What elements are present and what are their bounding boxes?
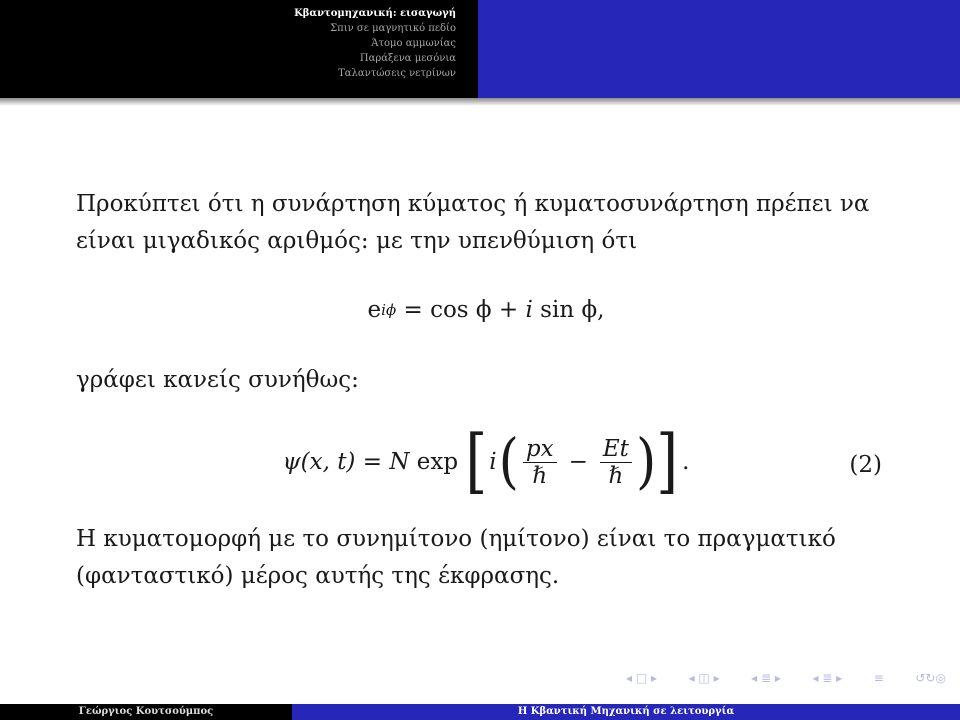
- nav-search-back-icon[interactable]: ↺↻◎: [915, 671, 946, 685]
- eq1-rhs-part2: sin ϕ,: [532, 296, 605, 323]
- plane-wave-equation: [76, 420, 896, 502]
- header-blue-panel: [478, 0, 960, 98]
- eq2-right-bracket: ]: [656, 420, 679, 502]
- paragraph-wavefunction-complex: Προκύπτει ότι η συνάρτηση κύματος ή κυματοσυνάρτηση πρέπει να είναι μιγαδικός αριθμός: με την υπενθύμιση ότι: [76, 191, 870, 254]
- eq2-frac2-den: ℏ: [608, 462, 624, 489]
- nav-frame-icon[interactable]: ◂ □ ▸: [626, 671, 658, 685]
- eq2-frac1-den: ℏ: [532, 462, 548, 489]
- eq2-norm: N: [389, 448, 410, 475]
- footer-author: Γεώργιος Κουτσούμπος: [0, 704, 292, 720]
- eq1-rhs-i: i: [525, 296, 533, 323]
- eq2-args: (x, t): [300, 448, 356, 475]
- nav-section-intro[interactable]: Κβαντομηχανική: εισαγωγή: [294, 8, 456, 19]
- eq2-frac2-num: Et: [600, 436, 632, 463]
- eq2-minus: −: [568, 448, 588, 475]
- eq2-eq-sign: =: [355, 448, 390, 475]
- eq1-exponent: iϕ: [381, 300, 397, 319]
- nav-subsection-icon[interactable]: ◂ ◫ ▸: [688, 671, 720, 685]
- eq2-imag-unit: i: [489, 448, 497, 475]
- eq2-exp: exp: [409, 448, 466, 475]
- euler-formula: [76, 290, 896, 330]
- eq2-right-paren: ): [635, 427, 657, 497]
- eq2-psi: ψ: [282, 448, 301, 475]
- beamer-navigation-symbols: [626, 668, 946, 688]
- header-shadow: [0, 98, 960, 106]
- slide-footer: [0, 704, 960, 720]
- slide-content: [76, 186, 896, 595]
- slide-header: [0, 0, 960, 98]
- eq2-frac1-num: px: [523, 436, 557, 463]
- equation-number: (2): [849, 452, 882, 478]
- nav-section-neutrinos[interactable]: Ταλαντώσεις νετρίνων: [338, 68, 456, 79]
- eq1-base: e: [367, 296, 382, 323]
- footer-title: Η Κβαντική Μηχανική σε λειτουργία: [292, 704, 960, 720]
- eq2-period: .: [682, 448, 690, 475]
- nav-document-icon[interactable]: ◂ ≣ ▸: [812, 671, 843, 685]
- eq2-fraction-et: [600, 436, 632, 489]
- nav-appendix-icon[interactable]: ≡: [873, 671, 884, 685]
- nav-section-ammonia[interactable]: Άτομο αμμωνίας: [371, 38, 456, 49]
- eq2-fraction-px: [523, 436, 557, 489]
- nav-section-spin[interactable]: Σπιν σε μαγνητικό πεδίο: [330, 23, 456, 34]
- eq1-rhs-part1: = cos ϕ +: [396, 296, 526, 323]
- paragraph-real-imaginary: Η κυματομορφή με το συνημίτονο (ημίτονο) είναι το πραγματικό (φανταστικό) μέρος αυτής της έκφρασης.: [76, 526, 836, 589]
- nav-section-icon[interactable]: ◂ ≣ ▸: [751, 671, 781, 685]
- paragraph-usually-written: γράφει κανείς συνήθως:: [76, 367, 359, 393]
- nav-section-mesons[interactable]: Παράξενα μεσόνια: [359, 53, 456, 64]
- eq2-left-bracket: [: [465, 420, 488, 502]
- section-navigation: [0, 0, 478, 98]
- eq2-left-paren: (: [498, 427, 519, 497]
